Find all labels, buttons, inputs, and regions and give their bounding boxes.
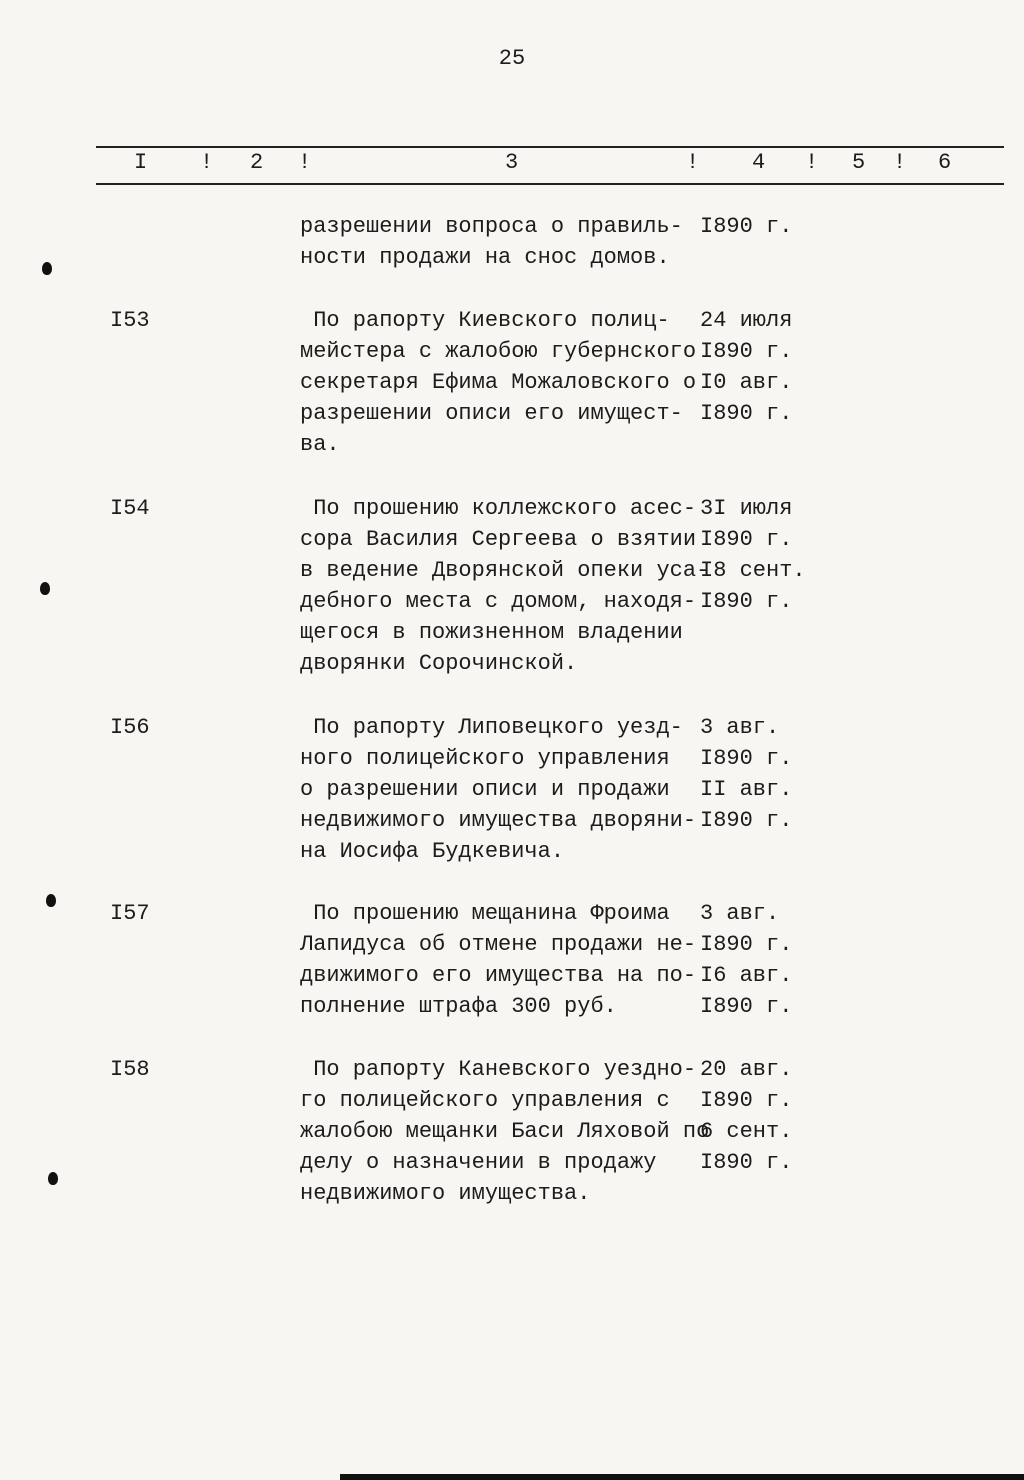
header-separator: !: [200, 150, 214, 175]
entry-text: Лапидуса об отмене продажи не-: [300, 932, 697, 957]
header-separator: !: [805, 150, 819, 175]
binding-hole-mark: [40, 582, 50, 595]
entry-text: щегося в пожизненном владении: [300, 620, 683, 645]
entry-text: на Иосифа Будкевича.: [300, 839, 565, 864]
entry-text: По прошению мещанина Фроима: [300, 901, 670, 926]
entry-text: По рапорту Каневского уездно-: [300, 1057, 697, 1082]
entry-text: секретаря Ефима Можаловского о: [300, 370, 697, 395]
entry-date: I890 г.: [700, 401, 793, 426]
table-header-row: [0, 150, 1024, 180]
entry-text: По прошению коллежского асес-: [300, 496, 697, 521]
entry-date: I890 г.: [700, 994, 793, 1019]
entry-date: I890 г.: [700, 1088, 793, 1113]
entry-date: I890 г.: [700, 527, 793, 552]
entry-text: сора Василия Сергеева о взятии: [300, 527, 697, 552]
entry-number: I56: [110, 715, 150, 740]
entry-date: II авг.: [700, 777, 793, 802]
table-top-rule: [96, 146, 1004, 148]
entry-text: жалобою мещанки Баси Ляховой по: [300, 1119, 710, 1144]
table-header-bottom-rule: [96, 183, 1004, 185]
entry-text: дворянки Сорочинской.: [300, 651, 578, 676]
entry-date: I6 авг.: [700, 963, 793, 988]
entry-date: I890 г.: [700, 808, 793, 833]
entry-date: I890 г.: [700, 589, 793, 614]
entry-date: 3 авг.: [700, 901, 780, 926]
entry-text: ного полицейского управления: [300, 746, 670, 771]
page-number: 25: [498, 46, 526, 71]
binding-hole-mark: [46, 894, 56, 907]
entry-text: делу о назначении в продажу: [300, 1150, 657, 1175]
entry-text: разрешении вопроса о правиль-: [300, 214, 683, 239]
entry-date: 6 сент.: [700, 1119, 793, 1144]
header-col-1: I: [134, 150, 148, 175]
header-col-2: 2: [250, 150, 264, 175]
header-separator: !: [686, 150, 700, 175]
entry-text: го полицейского управления с: [300, 1088, 670, 1113]
entry-number: I58: [110, 1057, 150, 1082]
entry-text: полнение штрафа 300 руб.: [300, 994, 617, 1019]
entry-text: По рапорту Киевского полиц-: [300, 308, 670, 333]
entry-number: I54: [110, 496, 150, 521]
entry-text: мейстера с жалобою губернского: [300, 339, 697, 364]
entry-date: I890 г.: [700, 214, 793, 239]
entry-date: 20 авг.: [700, 1057, 793, 1082]
entry-text: ности продажи на снос домов.: [300, 245, 670, 270]
entry-date: 24 июля: [700, 308, 793, 333]
entry-text: недвижимого имущества дворяни-: [300, 808, 697, 833]
header-col-4: 4: [752, 150, 766, 175]
header-col-5: 5: [852, 150, 866, 175]
entry-date: 3 авг.: [700, 715, 780, 740]
entry-date: I890 г.: [700, 932, 793, 957]
header-col-3: 3: [505, 150, 519, 175]
entry-text: движимого его имущества на по-: [300, 963, 697, 988]
entry-date: I890 г.: [700, 746, 793, 771]
scan-edge-shadow: [340, 1474, 1024, 1480]
entry-text: в ведение Дворянской опеки уса-: [300, 558, 710, 583]
entry-number: I53: [110, 308, 150, 333]
header-separator: !: [893, 150, 907, 175]
entry-text: недвижимого имущества.: [300, 1181, 591, 1206]
entry-date: I0 авг.: [700, 370, 793, 395]
entry-text: дебного места с домом, находя-: [300, 589, 697, 614]
entry-date: I8 сент.: [700, 558, 806, 583]
header-col-6: 6: [938, 150, 952, 175]
entry-text: разрешении описи его имущест-: [300, 401, 683, 426]
entry-text: о разрешении описи и продажи: [300, 777, 670, 802]
header-separator: !: [298, 150, 312, 175]
binding-hole-mark: [48, 1172, 58, 1185]
binding-hole-mark: [42, 262, 52, 275]
entry-date: I890 г.: [700, 339, 793, 364]
entry-text: ва.: [300, 432, 340, 457]
entry-date: 3I июля: [700, 496, 793, 521]
entry-date: I890 г.: [700, 1150, 793, 1175]
entry-number: I57: [110, 901, 150, 926]
entry-text: По рапорту Липовецкого уезд-: [300, 715, 683, 740]
